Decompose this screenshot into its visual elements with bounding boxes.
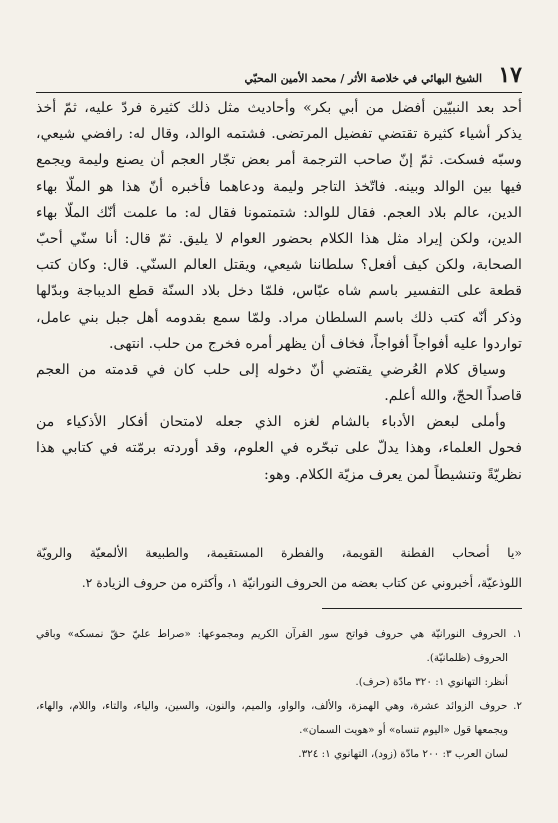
text-line: قطعة على التفسير باسم شاه عبّاس، فلمّا دخل بلاد السنّة قطع الديباجة وبدّلها xyxy=(36,283,522,300)
text-line: قاصداً الحجّ، والله أعلم. xyxy=(384,388,522,405)
text-line: يذكر أشياء كثيرة تقتضي تفضيل المرتضى. فشتمه الوالد، وقال له: رافضي شيعي، xyxy=(36,126,522,143)
main-text xyxy=(36,95,522,488)
footnote-line: ويجمعها قول «اليوم تنساه» أو «هويت السمان». xyxy=(299,724,508,736)
footnote-line: لسان العرب ٣: ٢٠٠ مادّة (زود)، التهانوي ١: ٣٢٤. xyxy=(298,748,508,760)
text-line: فحول العلماء، وهذا يدلّ على تبحّره في العلوم، وقد أوردته برمّته في كتابي هذا xyxy=(36,440,522,457)
text-line: الدين، عالم بلاد العجم. فقال للوالد: شتمتمونا فقال له: ما علمت أنّك الملّا بهاء xyxy=(36,204,522,221)
text-line: الدين، ولكن إيراد مثل هذا الكلام بحضور العوام لا يليق. ثمّ قال: أنا سنّي أحبّ xyxy=(36,230,522,247)
footnote-separator xyxy=(322,608,522,609)
quote-line: «يا أصحاب الفطنة القويمة، والفطرة المستقيمة، والطبيعة الألمعيّة والرويّة xyxy=(36,545,522,560)
running-head: الشيخ البهائي في خلاصة الأثر / محمد الأمين المحبّي xyxy=(244,72,482,85)
text-line: أحد بعد النبيّين أفضل من أبي بكر» وأحاديث مثل ذلك كثيرة فردّ عليه، ثمّ أخذ xyxy=(36,100,522,116)
text-line: وسياق كلام العُرضي يقتضي أنّ دخوله إلى حلب كان في قدمته من العجم xyxy=(36,361,506,378)
footnote-line: ١. الحروف النورانيّة هي حروف فواتح سور القرآن الكريم ومجموعها: «صراط عليّ حقّ نمسكه» وباقي xyxy=(36,628,522,640)
text-line: وأملى لبعض الأدباء بالشام لغزه الذي جعله لامتحان أفكار الأذكياء من xyxy=(36,414,506,431)
text-line: نظريّةً وتنشيطاً لمن يعرف مزيّة الكلام. وهو: xyxy=(264,466,522,483)
footnotes xyxy=(36,622,522,766)
text-line: وسبّه فسكت. ثمّ إنّ صاحب الترجمة أمر بعض تجّار العجم أن يصنع وليمة ويجمع xyxy=(36,152,522,169)
footnote-line: الحروف (ظلمانيّة). xyxy=(426,652,508,664)
footnote-line: ٢. حروف الزوائد عشرة، وهي الهمزة، والألف، والواو، والميم، والنون، والسين، والياء، والتاء، واللام، والهاء، xyxy=(36,700,522,712)
text-line: الصحابة، ولكن كيف أفعل؟ سلطاننا شيعي، ويقتل العالم السنّي. قال: وكان كتب xyxy=(36,257,522,274)
text-line: وذكر أنّه كتب ذلك باسم السلطان مراد. ولمّا سمع بقدومه أهل جبل بني عامل، xyxy=(36,309,522,326)
text-line: فيها بين الوالد وبينه. فاتّخذ التاجر وليمة ودعاهما فأخبره أنّ هذا هو الملّا بهاء xyxy=(36,178,522,195)
quote-line: اللوذعيّة، أخبروني عن كتاب بعضه من الحروف النورانيّة ١، وأكثره من حروف الزيادة ٢. xyxy=(81,575,522,590)
footnote-line: أنظر: التهانوي ١: ٣٢٠ مادّة (حرف). xyxy=(355,676,508,688)
page-number: ١٧ xyxy=(498,62,522,88)
page-header xyxy=(36,62,522,93)
riddle-quote xyxy=(36,538,522,598)
text-line: تواردوا عليه أفواجاً أفواجاً، فخاف أن يظهر أمره فخرج من حلب. انتهى. xyxy=(109,335,522,352)
